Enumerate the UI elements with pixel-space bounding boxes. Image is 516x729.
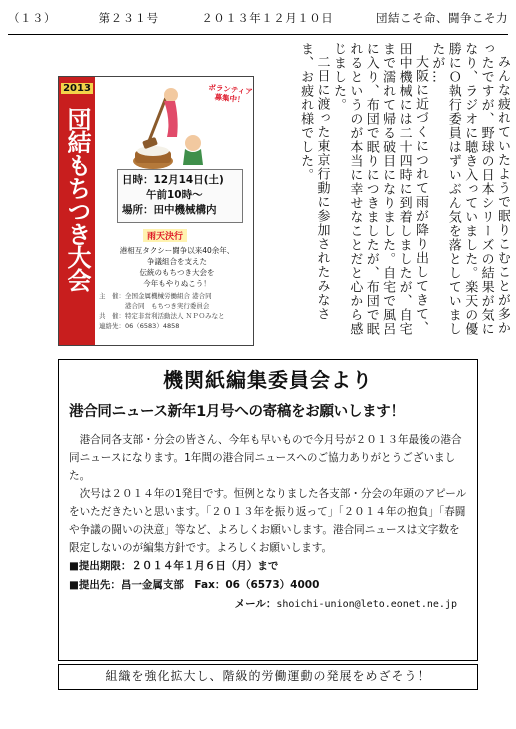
rain-note: 雨天決行 (143, 229, 187, 242)
submit-value: 昌一金属支部 Fax：06（6573）4000 (120, 579, 320, 591)
bottom-slogan: 組織を強化拡大し、階級的労働運動の発展をめざそう！ (58, 664, 478, 690)
event-place: 場所：田中機械構内 (122, 204, 217, 216)
issue-date: ２０１３年１２月１０日 (201, 11, 334, 25)
header-divider (8, 34, 508, 35)
editorial-notice (58, 359, 478, 661)
desc-line: 伝統のもちつき大会を (139, 268, 215, 277)
vertical-article (258, 42, 510, 342)
email-label: メール： (234, 598, 277, 610)
page-header (8, 10, 508, 32)
desc-line: 港相互タクシー闘争以来40余年、 (119, 246, 235, 255)
organizer-line: 共 催：特定非営利活動法人 ＮＰＯみなと (99, 312, 225, 320)
article-paragraph: 二日に渡った東京行動に参加されたみなさま、お疲れ様でした。 (298, 42, 330, 321)
deadline-value: ２０１４年１月６日（月）まで (131, 560, 279, 572)
organizer-line: 港合同 もちつき実行委員会 (99, 302, 210, 310)
notice-title: 機関紙編集委員会より (163, 368, 373, 392)
poster-title: 団結もちつき大会 (63, 107, 91, 291)
header-slogan: 団結こそ命、闘争こそ力 (375, 11, 508, 25)
notice-body (69, 431, 467, 557)
mochi-pounding-illustration (131, 81, 207, 171)
submit-line (69, 576, 467, 595)
article-paragraph: みんな疲れていたようで眠りこむことが多かったですが、野球の日本シリーズの結果が気になり、ラジオに聴き入っていました。楽天の優勝にＯ執行委員はずいぶん気を落としていましたが… (429, 42, 510, 336)
event-poster (58, 76, 254, 346)
volunteer-badge: ボランティア募集中！ (207, 82, 254, 105)
page-number: （１３） (8, 11, 56, 25)
email-line (69, 595, 467, 614)
deadline-label: ■提出期限： (69, 560, 132, 572)
desc-line: 今年もやりぬこう！ (143, 279, 211, 288)
email-address[interactable]: shoichi-union@leto.eonet.ne.jp (276, 599, 457, 610)
notice-paragraph: 次号は２０１４年の1発目です。恒例となりました各支部・分会の年頭のアピールをいただきたいと思います。「２０１３年を振り返って」「２０１４年の抱負」「春闘や争議の闘いの決意」等など、よろしくお願いします。港合同ニュースは文字数を限定しないのが編集方針です。よろしくお願いします。 (69, 488, 467, 554)
event-time: 午前10時〜 (146, 189, 203, 201)
notice-paragraph: 港合同各支部・分会の皆さん、今年も早いもので今月号が２０１３年最後の港合同ニュースになります。1年間の港合同ニュースへのご協力ありがとうございました。 (69, 434, 462, 482)
event-date: 日時：12月14日(土) (122, 174, 224, 186)
organizer-line: 主 催：全国金属機械労働組合 港合同 (99, 292, 212, 300)
issue-number: 第２３１号 (98, 11, 159, 25)
desc-line: 争議組合を支えた (147, 257, 207, 266)
notice-subtitle: 港合同ニュース新年1月号への寄稿をお願いします！ (69, 404, 405, 420)
event-description (101, 245, 253, 289)
submit-label: ■提出先： (69, 579, 121, 591)
article-paragraph: 大阪に近づくにつれて雨が降り出してきて、田中機械には二十四時に到着しましたが、自宅まで濡れて帰る破目になりました。自宅で風呂に入り、布団で眠りにつきましたが、布団で眠れるというのが本当に幸せなことだと心から感じました。 (330, 42, 428, 336)
poster-year: 2013 (61, 83, 93, 94)
poster-organizer-info (99, 291, 254, 331)
deadline-line (69, 557, 467, 576)
organizer-line: 連絡先：06（6583）4858 (99, 322, 180, 330)
event-datetime-box (117, 169, 243, 223)
